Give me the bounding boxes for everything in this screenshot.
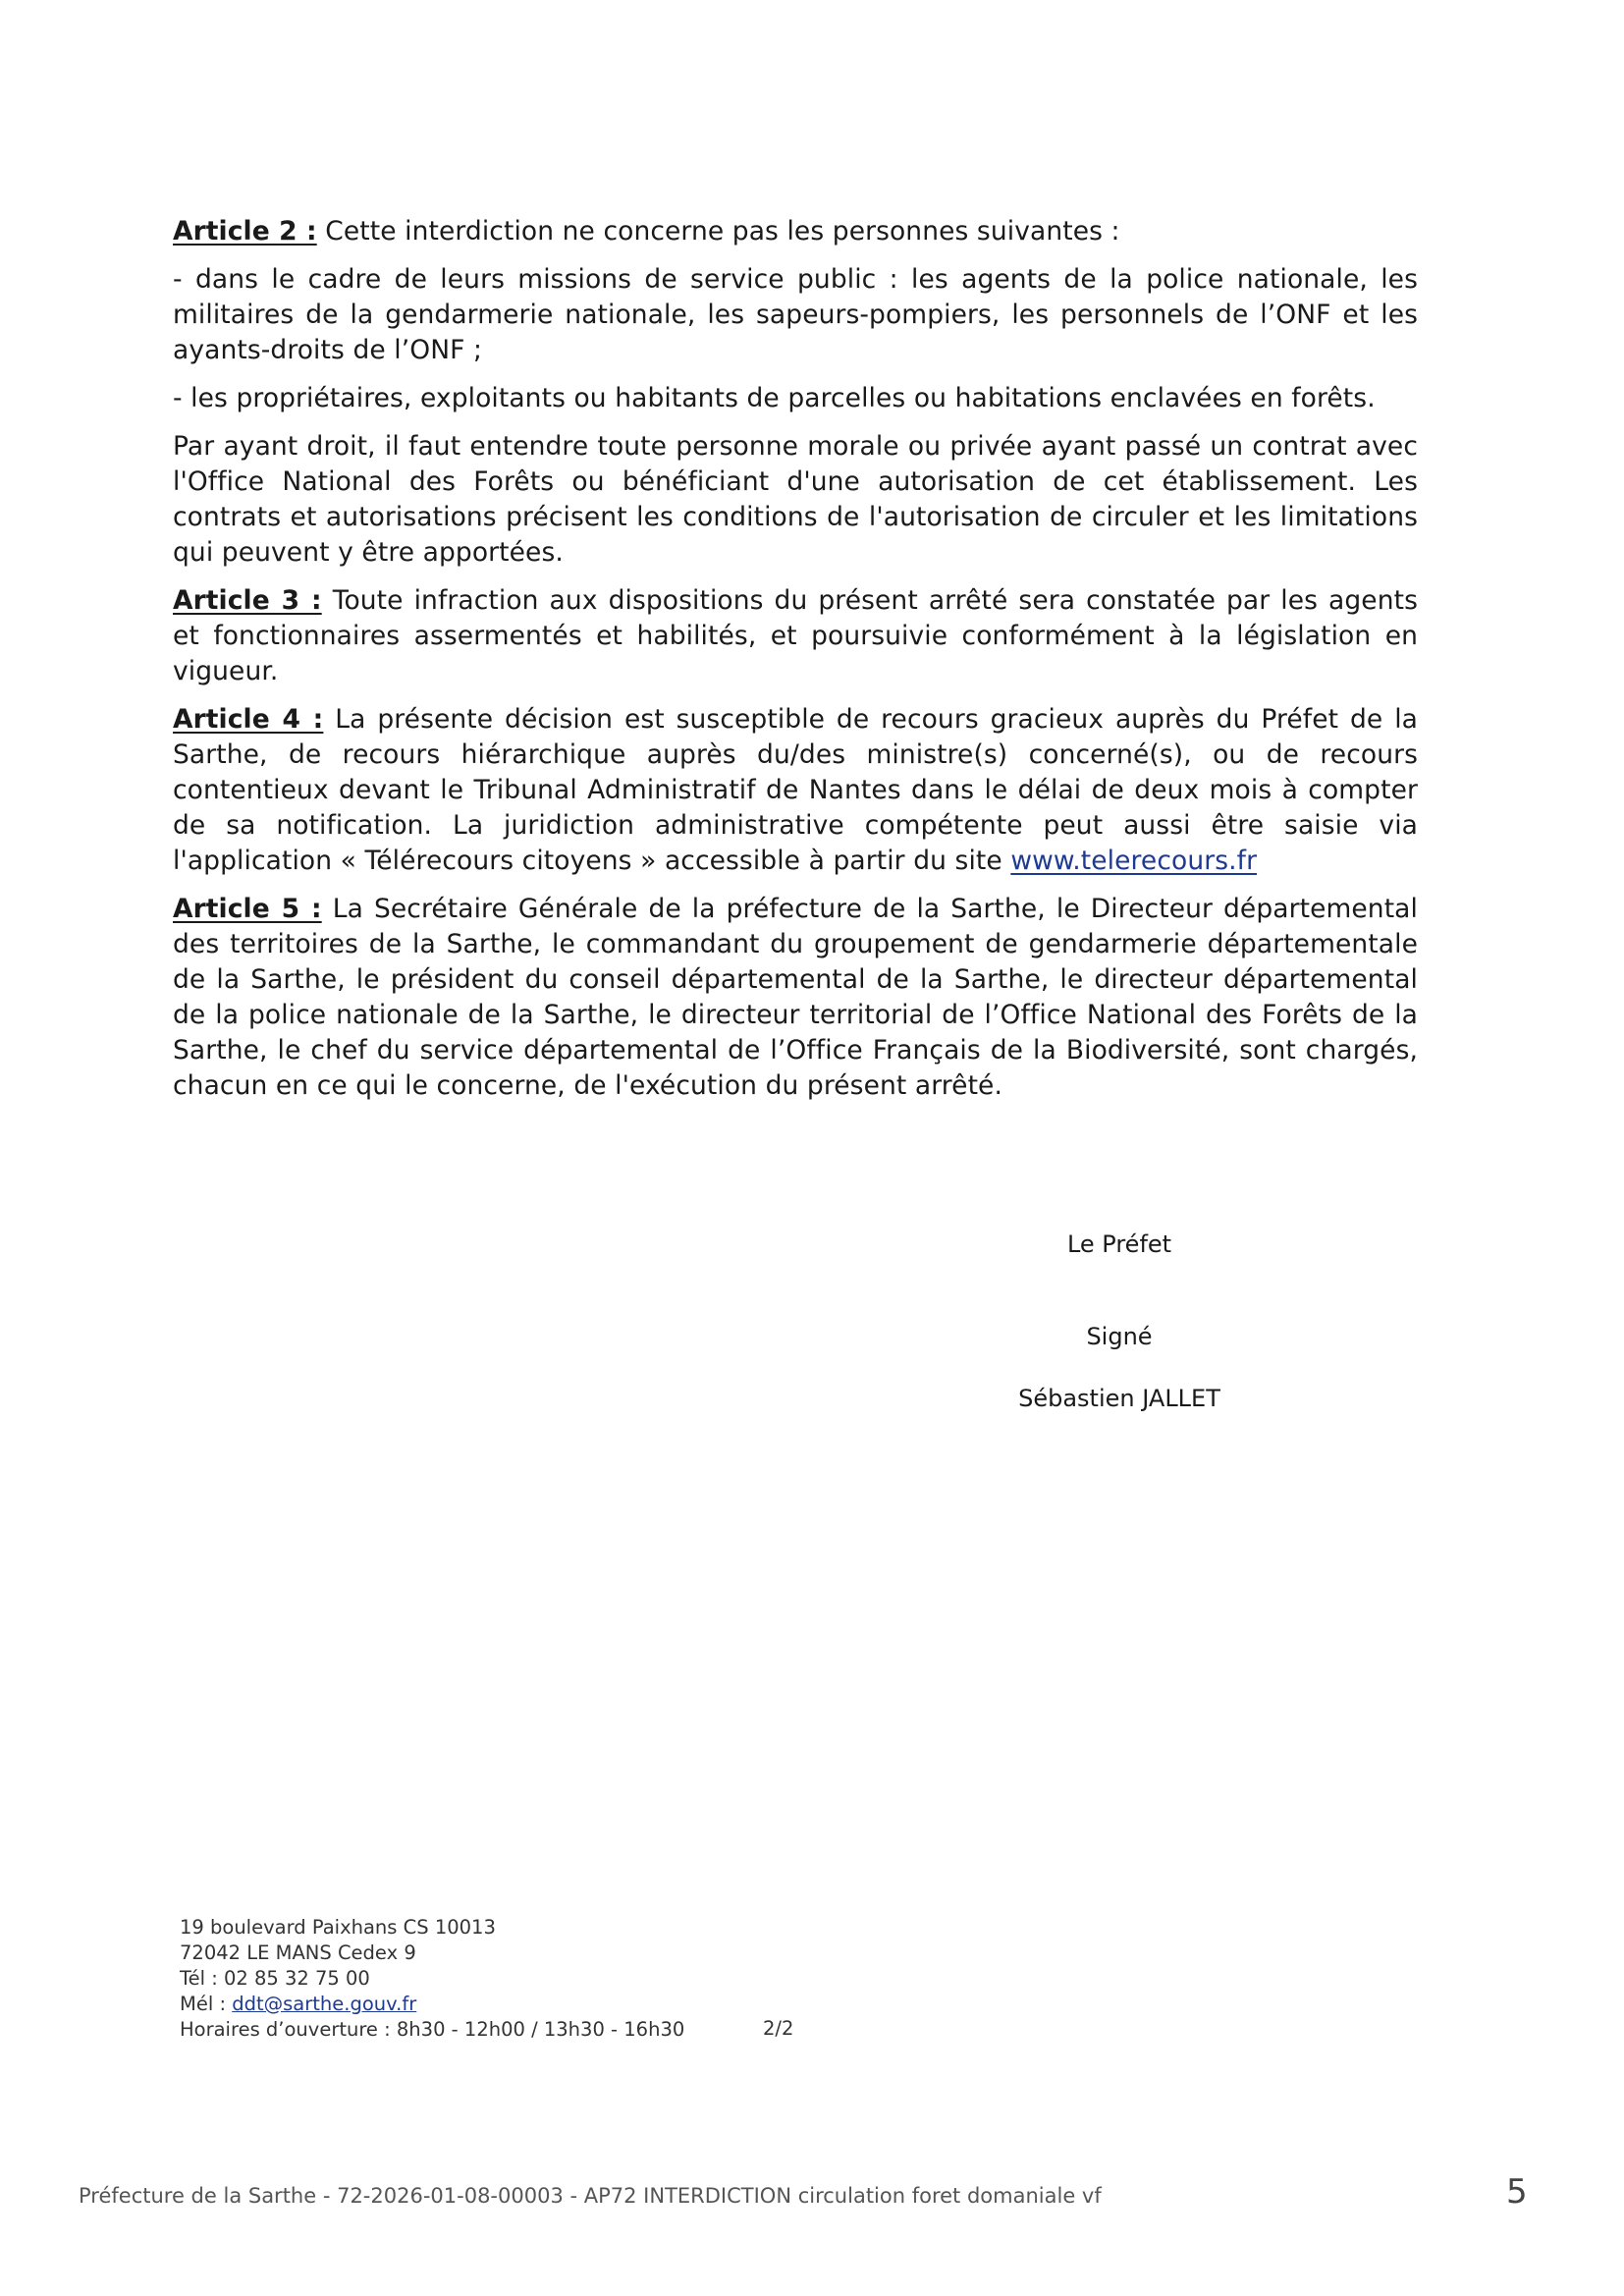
article-4-label: Article 4 : — [173, 704, 324, 735]
opening-hours: Horaires d’ouverture : 8h30 - 12h00 / 13h30 - 16h30 — [180, 2018, 685, 2041]
address-line-1: 19 boulevard Paixhans CS 10013 — [180, 1916, 496, 1939]
signature-status: Signé — [1086, 1323, 1153, 1350]
signature-title: Le Préfet — [1066, 1230, 1172, 1258]
article-2-text: Cette interdiction ne concerne pas les personnes suivantes : — [325, 216, 1120, 246]
article-5-label: Article 5 : — [173, 894, 322, 924]
mail-label: Mél : — [180, 1993, 233, 2015]
article-5-text: La Secrétaire Générale de la préfecture de la Sarthe, le Directeur départemental des territoires de la Sarthe, le commandant du groupement de gendarmerie départementale de la Sarthe, le président du conseil départemental de la Sarthe, le directeur départemental de la police nationale de la Sarthe, le directeur territorial de l’Office National des Forêts de la Sarthe, le chef du service départemental de l’Office Français de la Biodiversité, sont chargés, chacun en ce qui le concerne, de l'exécution du présent arrêté. — [173, 894, 1418, 1101]
article-4 — [173, 702, 1418, 879]
article-2-label: Article 2 : — [173, 216, 317, 246]
telerecours-link[interactable]: www.telerecours.fr — [1010, 846, 1258, 876]
article-3-text: Toute infraction aux dispositions du présent arrêté sera constatée par les agents et fonctionnaires assermentés et habilités, et poursuivie conformément à la législation en vigueur. — [173, 585, 1418, 686]
article-5 — [173, 892, 1418, 1104]
article-2-item-public-service: - dans le cadre de leurs missions de service public : les agents de la police nationale, les militaires de la gendarmerie nationale, les sapeurs-pompiers, les personnels de l’ONF et les ayants-droits de l’ONF ; — [173, 264, 1418, 365]
article-2-intro — [173, 214, 1418, 249]
mail-link[interactable]: ddt@sarthe.gouv.fr — [232, 1993, 417, 2015]
article-3-label: Article 3 : — [173, 585, 322, 616]
footer-address — [180, 1915, 684, 2043]
phone-number: Tél : 02 85 32 75 00 — [180, 1967, 370, 1990]
mail-line — [180, 1992, 684, 2017]
article-4-text: La présente décision est susceptible de recours gracieux auprès du Préfet de la Sarthe, de recours hiérarchique auprès du/des ministre(s) concerné(s), ou de recours contentieux devant le Tribunal Administratif de Nantes dans le délai de deux mois à compter de sa notification. La juridiction administrative compétente peut aussi être saisie via l'application « Télérecours citoyens » accessible à partir du site — [173, 704, 1418, 876]
article-2-ayant-droit: Par ayant droit, il faut entendre toute personne morale ou privée ayant passé un contrat avec l'Office National des Forêts ou bénéficiant d'une autorisation de cet établissement. Les contrats et autorisations précisent les conditions de l'autorisation de circuler et les limitations qui peuvent y être apportées. — [173, 431, 1418, 568]
signatory-name: Sébastien JALLET — [1018, 1385, 1220, 1412]
document-body — [173, 214, 1418, 1117]
stamp-page-number: 5 — [1506, 2172, 1528, 2212]
document-reference-stamp: Préfecture de la Sarthe - 72-2026-01-08-00003 - AP72 INTERDICTION circulation foret domaniale vf — [79, 2184, 1102, 2208]
article-2-item-owners: - les propriétaires, exploitants ou habitants de parcelles ou habitations enclavées en forêts. — [173, 383, 1376, 413]
address-line-2: 72042 LE MANS Cedex 9 — [180, 1941, 416, 1964]
article-3 — [173, 583, 1418, 689]
page-count: 2/2 — [763, 2017, 794, 2040]
